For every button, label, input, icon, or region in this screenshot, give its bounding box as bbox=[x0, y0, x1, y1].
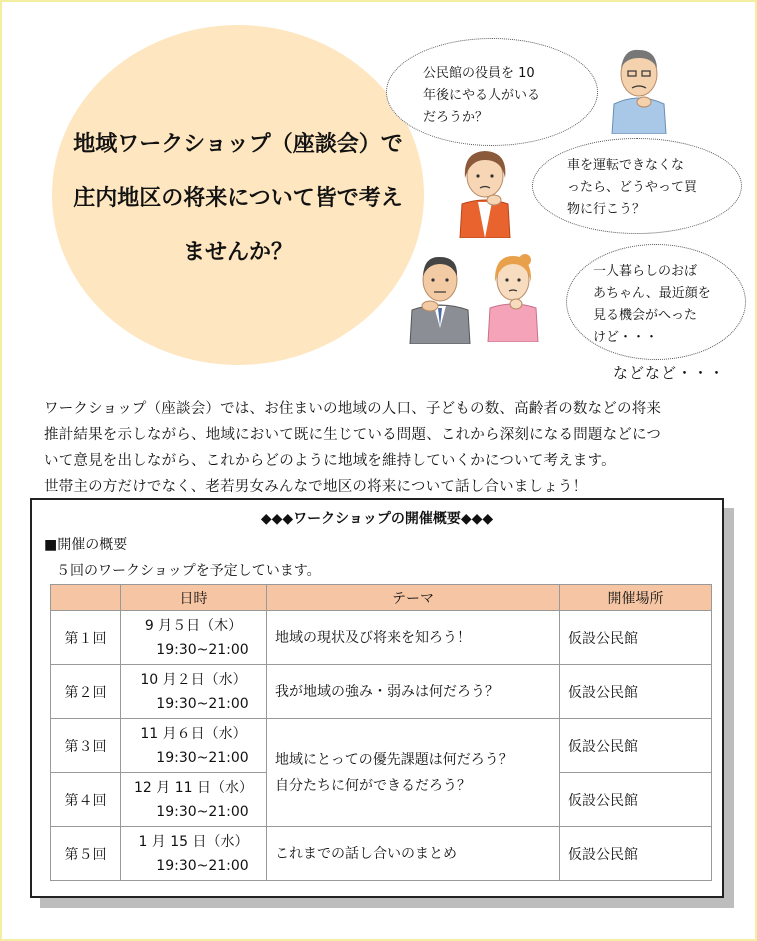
theme-cell: これまでの話し合いのまとめ bbox=[267, 827, 560, 881]
date-text: 1 月 15 日（水） bbox=[138, 833, 249, 850]
table-row bbox=[51, 827, 712, 881]
speech-bubble-2 bbox=[532, 138, 742, 234]
time-text: 19:30~21:00 bbox=[156, 857, 249, 874]
venue-cell: 仮設公民館 bbox=[560, 719, 712, 773]
table-row bbox=[51, 665, 712, 719]
date-text: 12 月 11 日（水） bbox=[134, 779, 253, 796]
overview-box bbox=[30, 498, 724, 898]
bubble-3-line: 一人暮らしのおば bbox=[593, 264, 698, 279]
man-in-suit-icon bbox=[404, 248, 476, 344]
round-cell: 第２回 bbox=[51, 665, 121, 719]
date-cell bbox=[121, 773, 267, 827]
header-venue: 開催場所 bbox=[560, 585, 712, 611]
date-text: 10 月２日（水） bbox=[140, 671, 247, 688]
date-text: 9 月５日（木） bbox=[144, 617, 243, 634]
theme-cell: 我が地域の強み・弱みは何だろう？ bbox=[267, 665, 560, 719]
headline-line-3: ませんか？ bbox=[182, 240, 293, 265]
date-cell bbox=[121, 719, 267, 773]
section-subtitle: ５回のワークショップを予定しています。 bbox=[56, 563, 321, 579]
headline bbox=[52, 118, 424, 280]
bubble-1-line: だろうか？ bbox=[423, 110, 489, 125]
venue-cell: 仮設公民館 bbox=[560, 773, 712, 827]
theme-cell: 地域の現状及び将来を知ろう！ bbox=[267, 611, 560, 665]
speech-bubble-3 bbox=[566, 244, 746, 360]
time-text: 19:30~21:00 bbox=[156, 641, 249, 658]
schedule-table bbox=[50, 584, 712, 881]
headline-line-1: 地域ワークショップ（座談会）で bbox=[73, 132, 403, 157]
date-cell bbox=[121, 665, 267, 719]
intro-paragraph bbox=[44, 396, 734, 500]
time-text: 19:30~21:00 bbox=[156, 749, 249, 766]
table-row bbox=[51, 611, 712, 665]
intro-line: ワークショップ（座談会）では、お住まいの地域の人口、子どもの数、高齢者の数などの将来 bbox=[44, 401, 662, 417]
bubble-2-line: 物に行こう？ bbox=[567, 202, 646, 217]
round-cell: 第１回 bbox=[51, 611, 121, 665]
bubble-1-line: 公民館の役員を 10 bbox=[423, 66, 535, 81]
etc-text: などなど・・・ bbox=[613, 364, 726, 382]
intro-line: 世帯主の方だけでなく、老若男女みんなで地区の将来について話し合いましょう！ bbox=[44, 479, 588, 495]
bubble-3-line: あちゃん、最近顔を bbox=[593, 286, 711, 301]
bubble-2-line: ったら、どうやって買 bbox=[567, 180, 698, 195]
bubble-2-line: 車を運転できなくな bbox=[567, 158, 685, 173]
round-cell: 第４回 bbox=[51, 773, 121, 827]
round-cell: 第３回 bbox=[51, 719, 121, 773]
venue-cell: 仮設公民館 bbox=[560, 611, 712, 665]
intro-line: 推計結果を示しながら、地域において既に生じている問題、これから深刻になる問題などにつ bbox=[44, 427, 662, 443]
speech-bubble-1 bbox=[386, 38, 598, 146]
time-text: 19:30~21:00 bbox=[156, 695, 249, 712]
intro-line: いて意見を出しながら、これからどのように地域を維持していくかについて考えます。 bbox=[44, 453, 616, 469]
bubble-1-line: 年後にやる人がいる bbox=[423, 88, 541, 103]
elderly-man-icon bbox=[604, 38, 674, 134]
theme-line: 自分たちに何ができるだろう？ bbox=[275, 777, 471, 794]
date-cell bbox=[121, 827, 267, 881]
date-text: 11 月６日（水） bbox=[140, 725, 247, 742]
woman-thinking-icon bbox=[450, 142, 520, 238]
venue-cell: 仮設公民館 bbox=[560, 665, 712, 719]
theme-line: 地域にとっての優先課題は何だろう？ bbox=[275, 751, 513, 768]
table-header-row bbox=[51, 585, 712, 611]
header-datetime: 日時 bbox=[121, 585, 267, 611]
young-woman-icon bbox=[482, 248, 544, 342]
venue-cell: 仮設公民館 bbox=[560, 827, 712, 881]
header-theme: テーマ bbox=[267, 585, 560, 611]
overview-title: ◆◆◆ワークショップの開催概要◆◆◆ bbox=[260, 511, 494, 527]
bubble-3-line: 見る機会がへった bbox=[593, 308, 698, 323]
bubble-3-line: けど・・・ bbox=[593, 330, 659, 345]
time-text: 19:30~21:00 bbox=[156, 803, 249, 820]
section-heading: ■開催の概要 bbox=[44, 537, 128, 553]
table-row bbox=[51, 719, 712, 773]
header-round bbox=[51, 585, 121, 611]
headline-line-2: 庄内地区の将来について皆で考え bbox=[73, 186, 403, 211]
date-cell bbox=[121, 611, 267, 665]
round-cell: 第５回 bbox=[51, 827, 121, 881]
theme-cell-merged bbox=[267, 719, 560, 827]
